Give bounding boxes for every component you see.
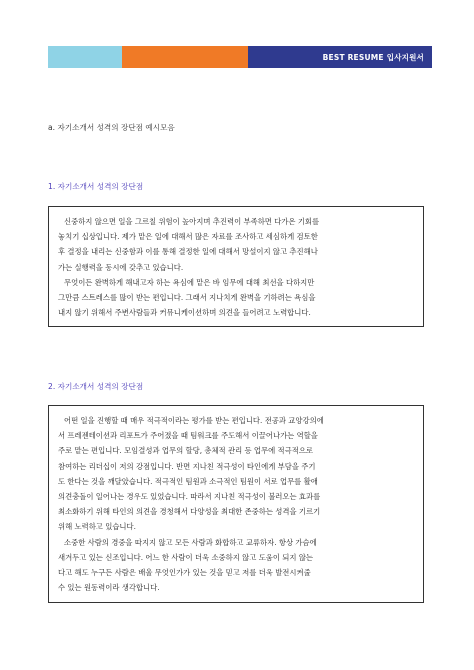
section-1-line: 무엇이든 완벽하게 해내고자 하는 욕심에 맡은 바 임무에 대해 최선을 다하지만 [64,277,315,287]
section-2-line: 다고 해도 누구든 사람은 배울 무엇인가가 있는 것을 믿고 저를 더욱 발전시켜줄 [58,568,311,578]
intro-heading: a. 자기소개서 성격의 장단점 예시모음 [48,123,175,132]
section-2-line: 최소화하기 위해 타인의 의견을 경청해서 다양성을 최대한 존중하는 성격을 기르기 [58,507,321,517]
section-1-line: 내지 않기 위해서 주변사람들과 커뮤니케이션하며 의견을 들어려고 노력합니다. [58,308,311,318]
header-accent-cyan [48,46,122,68]
section-2-line: 주로 맡는 편입니다. 모임결성과 업무의 할당, 총체적 관리 등 업무에 적극적으로 [58,446,314,456]
section-2-line: 수 있는 원동력이라 생각합니다. [58,583,160,593]
section-1-line: 가는 실행력을 동시에 갖추고 있습니다. [58,262,184,272]
section-2-line: 참여하는 리더십이 저의 강점입니다. 반면 지나친 적극성이 타인에게 부담을 주기 [58,461,316,471]
header-bar [48,46,432,68]
header-brand-panel [248,46,432,68]
section-2-line: 위해 노력하고 있습니다. [58,522,136,532]
brand-korean: 입사지원서 [386,52,424,62]
section-1-line: 후 결정을 내리는 신중함과 이를 통해 결정한 일에 대해서 망설이지 않고 추진해나 [58,247,318,257]
section-1-line: 놓치기 십상입니다. 제가 맡은 일에 대해서 많은 자료를 조사하고 세심하게 검토한 [58,232,318,242]
section-1-box [48,206,424,327]
brand-english: BEST RESUME [322,52,384,62]
section-2-title: 2. 자기소개서 성격의 장단점 [48,382,144,391]
section-2-line: 의견충돌이 일어나는 경우도 있었습니다. 따라서 지나친 적극성이 불러오는 효과를 [58,492,321,502]
section-1-line: 신중하지 않으면 일을 그르칠 위험이 높아지며 추진력이 부족하면 다가온 기회를 [64,217,320,226]
section-2-line: 도 한다는 것을 깨달았습니다. 적극적인 팀원과 소극적인 팀원이 서로 업무를 활애 [58,476,318,486]
section-1-line: 그만큼 스트레스를 많이 받는 편입니다. 그래서 지나치게 완벽을 기하려는 욕심을 [58,293,316,303]
section-2-line: 서 프레젠테이션과 리포트가 주어졌을 때 팀워크를 주도해서 이끌어나가는 역할을 [58,431,318,441]
header-accent-orange [122,46,248,68]
header-brand [323,52,424,63]
section-2-line: 소중한 사람의 경중을 따지지 않고 모든 사람과 화합하고 교류하자. 항상 가슴에 [64,537,317,547]
section-2-box [48,405,424,603]
section-2-line: 새겨두고 있는 신조입니다. 어느 한 사람이 더욱 소중하지 않고 도움이 되지 않는 [58,552,314,562]
section-2-line: 어떤 일을 진행할 때 매우 적극적이라는 평가를 받는 편입니다. 전공과 교양강의에 [64,416,324,425]
section-1-title: 1. 자기소개서 성격의 장단점 [48,182,144,191]
